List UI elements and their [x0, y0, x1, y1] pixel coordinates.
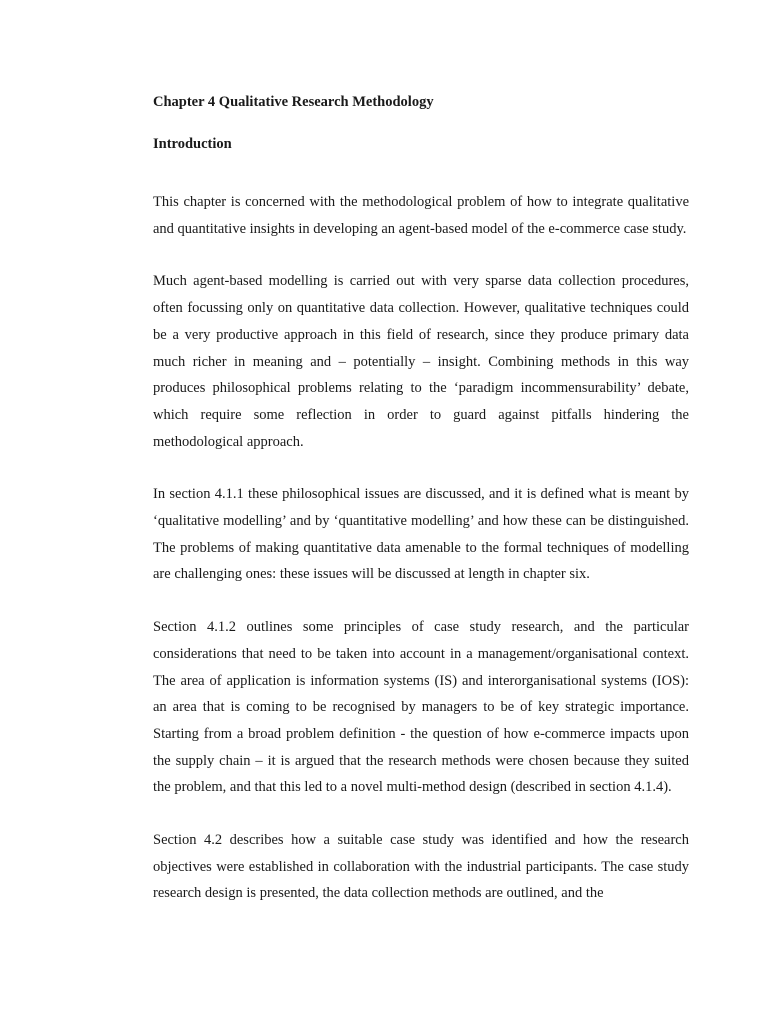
paragraph-4: Section 4.1.2 outlines some principles of case study research, and the particular considerations that need to be taken into account in a management/organisational context. The area of application is information systems (IS) and interorganisational systems (IOS): an area that is coming to be recognised by managers to be of key strategic importance. Starting from a broad problem definition - the question of how e-commerce impacts upon the supply chain – it is argued that the research methods were chosen because they suited the problem, and that this led to a novel multi-method design (described in section 4.1.4).	[153, 619, 689, 796]
paragraph-2: Much agent-based modelling is carried out with very sparse data collection procedures, often focussing only on quantitative data collection. However, qualitative techniques could be a very productive approach in this field of research, since they produce primary data much richer in meaning and – potentially – insight. Combining methods in this way produces philosophical problems relating to the ‘paradigm incommensurability’ debate, which require some reflection in order to guard against pitfalls hindering the methodological approach.	[153, 273, 689, 450]
document-page	[153, 92, 689, 933]
chapter-title: Chapter 4 Qualitative Research Methodology	[153, 94, 434, 110]
paragraph-5: Section 4.2 describes how a suitable case study was identified and how the research objectives were established in collaboration with the industrial participants. The case study research design is presented, the data collection methods are outlined, and the	[153, 832, 689, 902]
section-title: Introduction	[153, 136, 232, 152]
paragraph-1: This chapter is concerned with the methodological problem of how to integrate qualitative and quantitative insights in developing an agent-based model of the e-commerce case study.	[153, 194, 689, 237]
paragraph-3: In section 4.1.1 these philosophical issues are discussed, and it is defined what is meant by ‘qualitative modelling’ and by ‘quantitative modelling’ and how these can be distinguished. The problems of making quantitative data amenable to the formal techniques of modelling are challenging ones: these issues will be discussed at length in chapter six.	[153, 486, 689, 583]
